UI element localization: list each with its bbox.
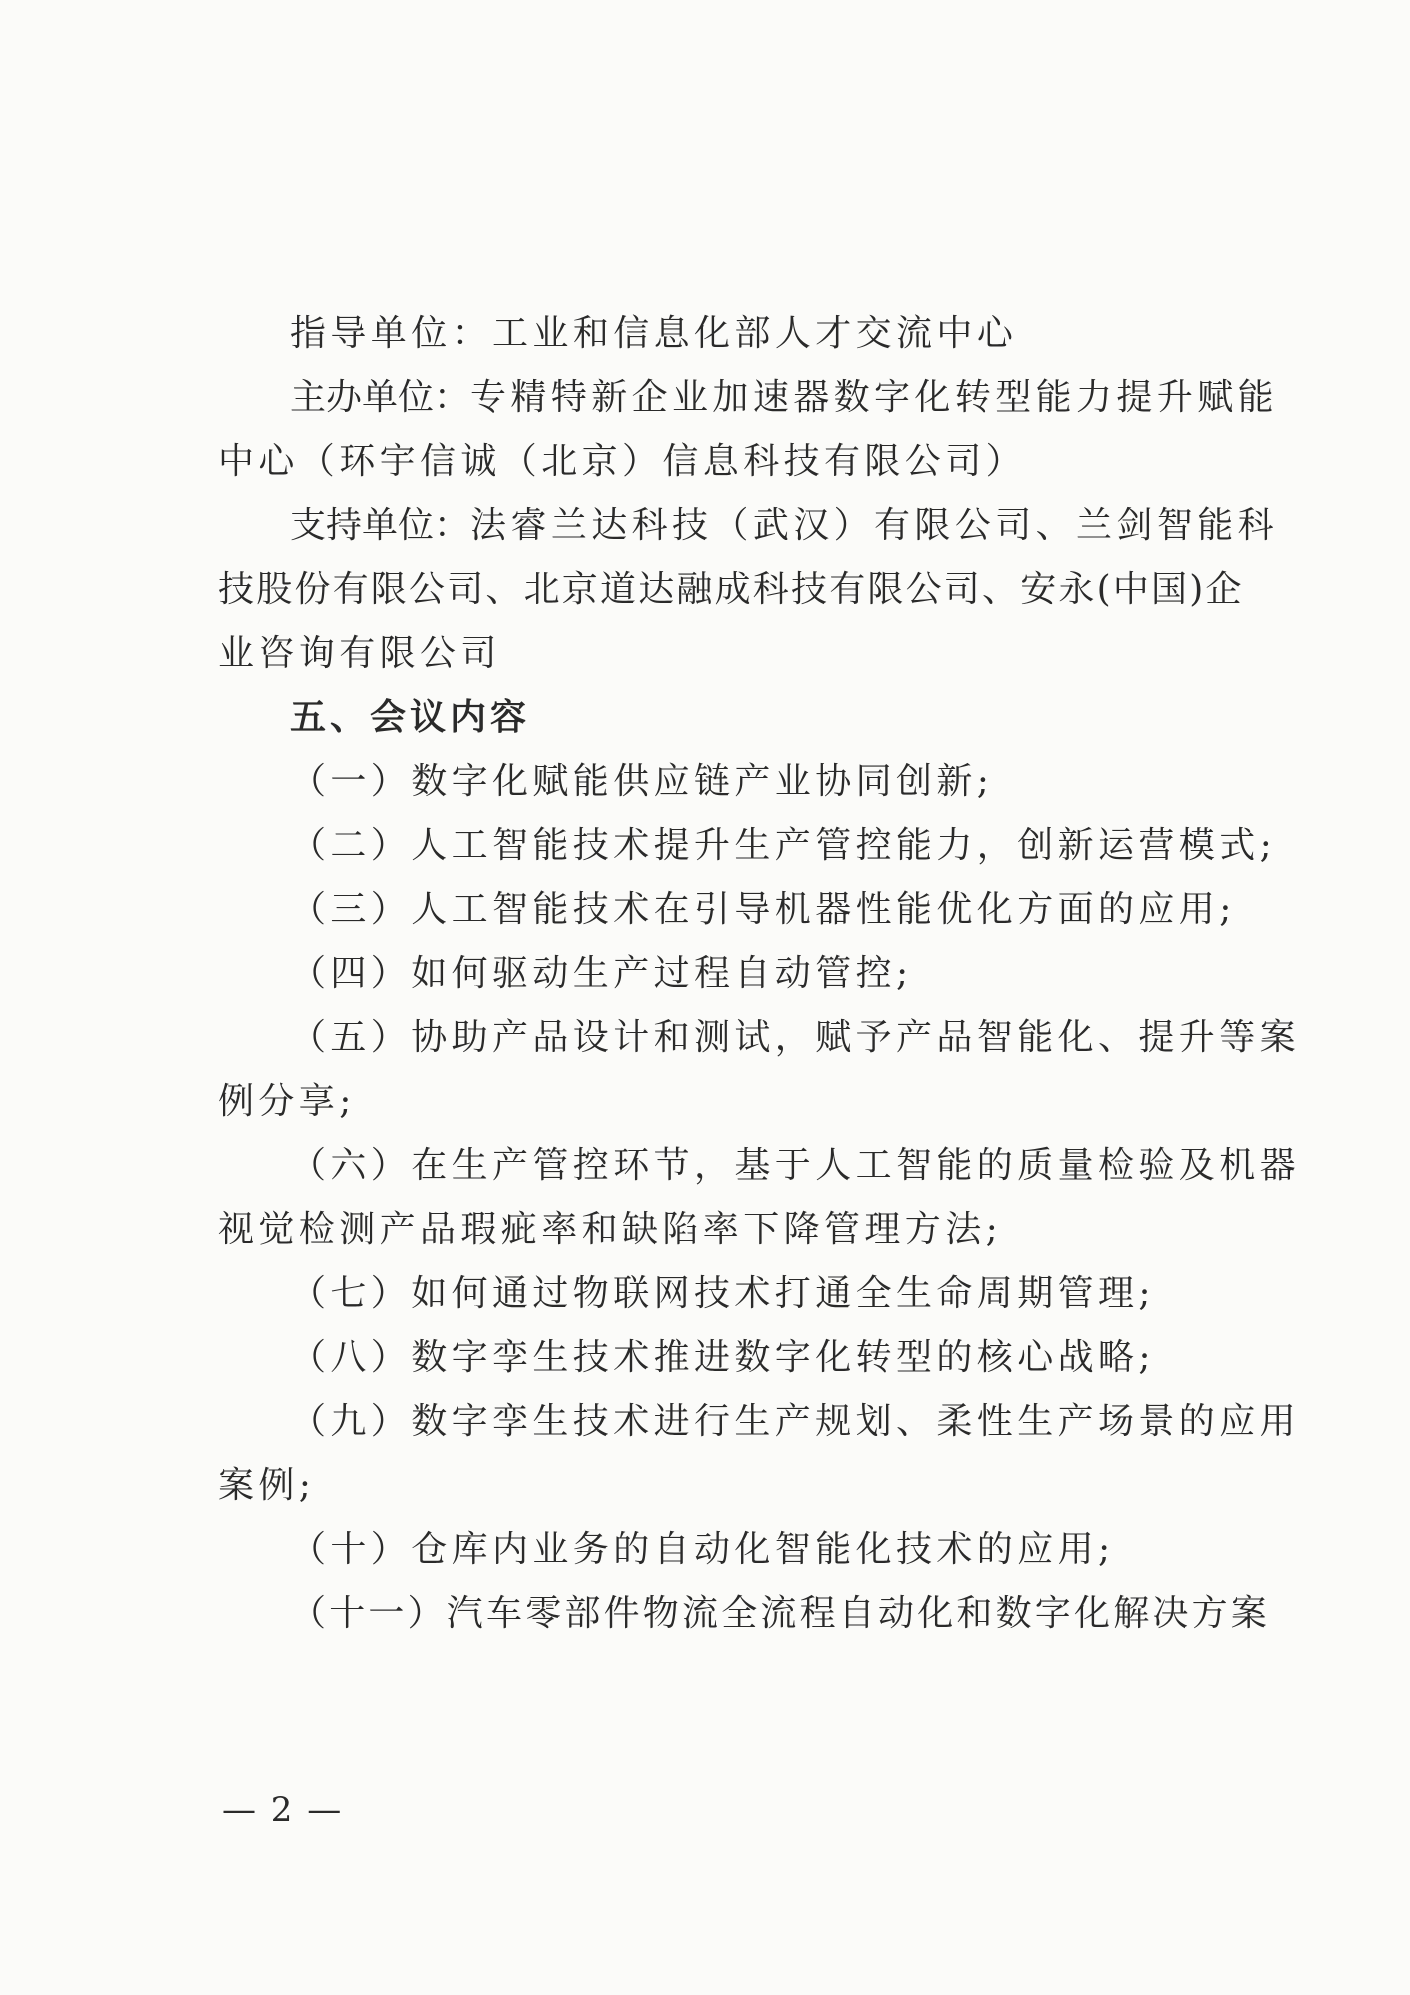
list-item: （五）协助产品设计和测试，赋予产品智能化、提升等案 <box>290 1017 1301 1058</box>
guiding-unit-line <box>218 302 1200 366</box>
support-unit-label: 支持单位： <box>290 505 471 546</box>
list-item: （十一）汽车零部件物流全流程自动化和数字化解决方案 <box>290 1593 1271 1634</box>
list-item: （七）如何通过物联网技术打通全生命周期管理; <box>290 1273 1155 1314</box>
list-item: （二）人工智能技术提升生产管控能力，创新运营模式; <box>290 825 1277 866</box>
page-number: — 2 — <box>222 1790 344 1830</box>
host-unit-value-line1: 专精特新企业加速器数字化转型能力提升赋能 <box>470 377 1279 418</box>
support-unit-value-line2: 技股份有限公司、北京道达融成科技有限公司、安永(中国)企 <box>218 569 1244 610</box>
guiding-unit-label: 指导单位： <box>290 313 493 354</box>
list-item-continuation: 视觉检测产品瑕疵率和缺陷率下降管理方法; <box>218 1209 1003 1250</box>
support-unit-line <box>218 494 1279 558</box>
list-item: （三）人工智能技术在引导机器性能优化方面的应用; <box>290 889 1236 930</box>
list-item: （十）仓库内业务的自动化智能化技术的应用; <box>290 1529 1115 1570</box>
support-unit-value-line3: 业咨询有限公司 <box>218 633 501 674</box>
guiding-unit-value: 工业和信息化部人才交流中心 <box>492 313 1018 354</box>
support-unit-value-line1: 法睿兰达科技（武汉）有限公司、兰剑智能科 <box>470 505 1279 546</box>
list-item: （一）数字化赋能供应链产业协同创新; <box>290 761 994 802</box>
section-heading: 五、会议内容 <box>290 697 531 738</box>
list-item: （四）如何驱动生产过程自动管控; <box>290 953 913 994</box>
list-item: （六）在生产管控环节，基于人工智能的质量检验及机器 <box>290 1145 1301 1186</box>
list-item: （九）数字孪生技术进行生产规划、柔性生产场景的应用 <box>290 1401 1301 1442</box>
list-item: （八）数字孪生技术推进数字化转型的核心战略; <box>290 1337 1155 1378</box>
host-unit-line <box>218 366 1279 430</box>
list-item-continuation: 案例; <box>218 1465 316 1506</box>
host-unit-label: 主办单位： <box>290 377 471 418</box>
host-unit-value-line2: 中心（环宇信诚（北京）信息科技有限公司） <box>218 441 1027 482</box>
list-item-continuation: 例分享; <box>218 1081 356 1122</box>
document-body <box>218 302 1301 1646</box>
